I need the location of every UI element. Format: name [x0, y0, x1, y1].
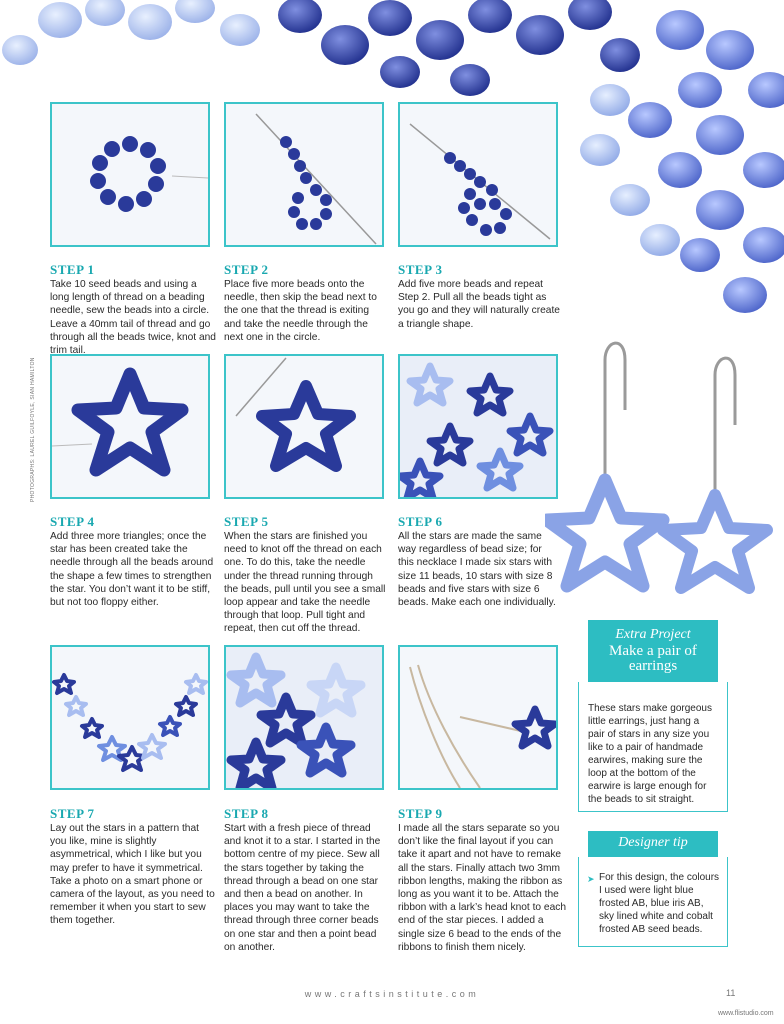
step-4-photo: [50, 354, 210, 499]
step-7-text: Lay out the stars in a pattern that you like, mine is slightly asymmetrical, which I like but you may prefer to have it symmetrical. Take a photo on a smart phone or camera of the layout, as you need to remember it when you start to sew them together.: [50, 823, 215, 927]
step-8-title: STEP 8: [224, 806, 269, 821]
step-2-photo: [224, 102, 384, 247]
step-1-title: STEP 1: [50, 262, 95, 277]
step-9-photo: [398, 645, 558, 790]
step-2-title: STEP 2: [224, 262, 269, 277]
bullet-arrow-icon: ➤: [587, 874, 595, 884]
step-4-text: Add three more triangles; once the star has been created take the needle through all the beads around the shape a few times to strengthen the star. You don’t want it to be stiff, but not too floppy either.: [50, 531, 214, 609]
extra-project-text: These stars make gorgeous little earrings, just hang a pair of stars in any size you like to a pair of handmade earwires, making sure the loop at the bottom of the earwire is large enough for the beads to sit straight.: [588, 703, 712, 805]
earrings-photo: [545, 330, 784, 620]
step-9-title: STEP 9: [398, 806, 443, 821]
step-7-photo: [50, 645, 210, 790]
designer-tip-header: [588, 831, 718, 857]
step-3-title: STEP 3: [398, 262, 443, 277]
step-3-text: Add five more beads and repeat Step 2. Pull all the beads tight as you go and they will naturally create a triangle shape.: [398, 279, 560, 330]
designer-tip-text: For this design, the colours I used were light blue frosted AB, blue iris AB, sky lined white and cobalt frosted AB seed beads.: [599, 872, 720, 935]
step-8-text: Start with a fresh piece of thread and knot it to a star. I started in the bottom centre of my piece. Sew all the stars together by taking the thread through a bead on one star and then a bead on another. In places you may want to take the thread through three corner beads on one star and then a point bead on another.: [224, 823, 381, 953]
step-3-photo: [398, 102, 558, 247]
designer-tip-box: [578, 857, 728, 947]
extra-project-header: [588, 620, 718, 682]
step-2-text: Place five more beads onto the needle, then skip the bead next to the one that the thread is exiting and take the needle through the next one in the circle.: [224, 279, 377, 343]
step-9-text: I made all the stars separate so you don’t like the final layout if you can take it apart and not have to remake all the stars. Finally attach two 3mm ribbon lengths, making the ribbon as long as you want it to be. Attach the ribbon with a lark’s head knot to each end of the star pieces. I added a single size 6 bead to the ends of the ribbons to finish them nicely.: [398, 823, 567, 953]
step-4-title: STEP 4: [50, 514, 95, 529]
extra-project-title: Make a pair of earrings: [609, 643, 697, 674]
footer-url: www.craftsinstitute.com: [304, 989, 480, 999]
step-1-text: Take 10 seed beads and using a long length of thread on a beading needle, sew the beads into a circle. Leave a 40mm tail of thread and go through all the beads twice, knot and trim tail.: [50, 279, 216, 357]
step-5-text: When the stars are finished you need to knot off the thread on each one. To do this, take the needle under the thread running through the beads, pull until you see a small loop appear and take the needle through that loop. Pull tight and repeat, then cut off the thread.: [224, 531, 386, 635]
page-number: 11: [726, 988, 736, 998]
extra-project-kicker: Extra Project: [615, 627, 691, 642]
step-7-title: STEP 7: [50, 806, 95, 821]
extra-project-box: [578, 682, 728, 812]
step-6-photo: [398, 354, 558, 499]
step-5-title: STEP 5: [224, 514, 269, 529]
step-1-photo: [50, 102, 210, 247]
studio-credit: www.flistudio.com: [718, 1010, 774, 1017]
step-8-photo: [224, 645, 384, 790]
designer-tip-title: Designer tip: [618, 835, 688, 850]
step-6-text: All the stars are made the same way regardless of bead size; for this necklace I made six stars with size 11 beads, 10 stars with size 8 beads and five stars with size 6 beads. Make each one individually.: [398, 531, 556, 609]
photo-credit: PHOTOGRAPHS: LAUREL GUILFOYLE, SIAN HAMILTON: [30, 357, 36, 502]
step-5-photo: [224, 354, 384, 499]
step-6-title: STEP 6: [398, 514, 443, 529]
